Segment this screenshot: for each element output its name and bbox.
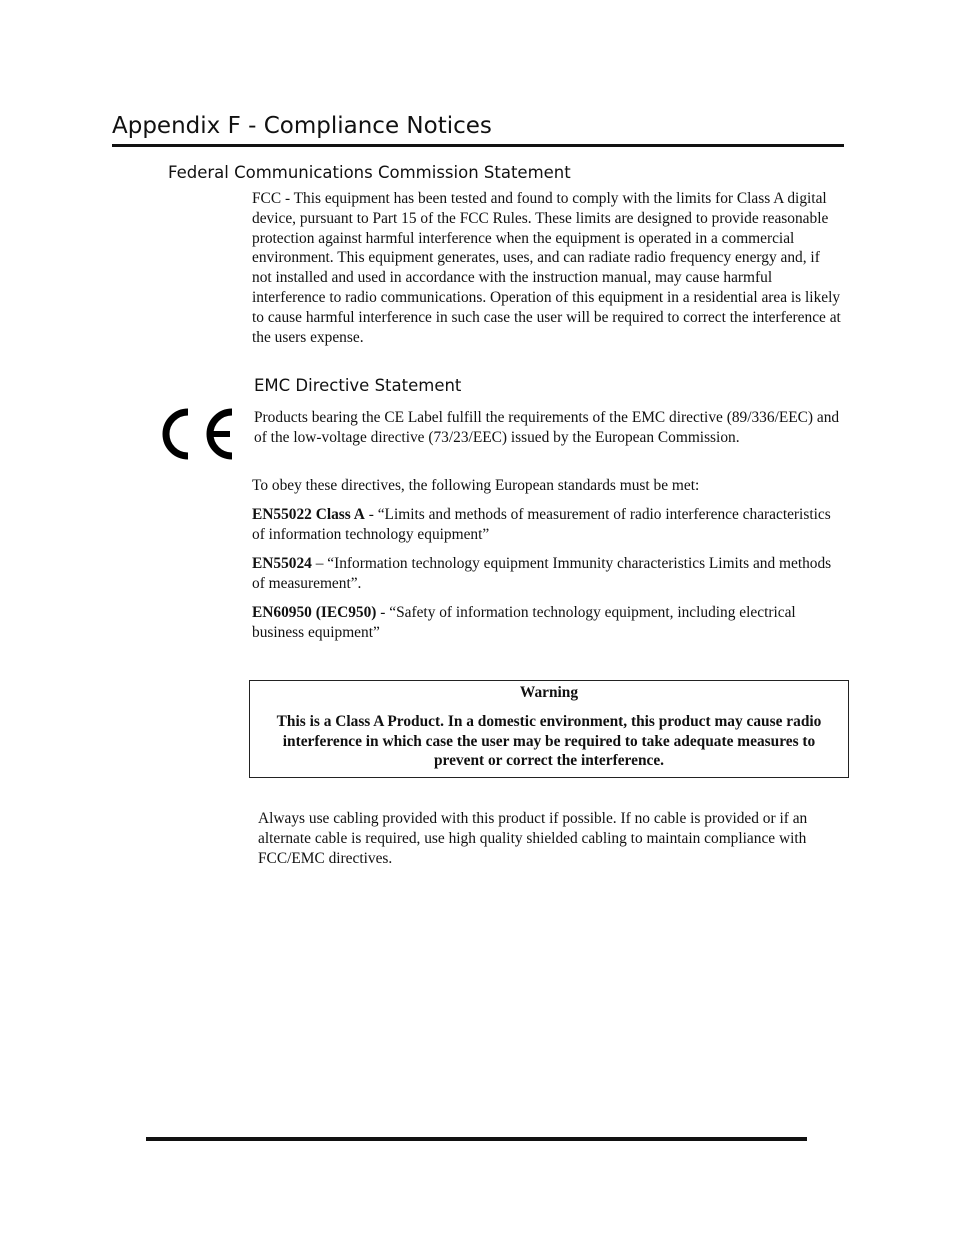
obey-directives-text: To obey these directives, the following European standards must be met: [252,477,700,494]
standard-code: EN55024 [252,555,312,572]
ce-label-text: Products bearing the CE Label fulfill the requirements of the EMC directive (89/336/EEC) and of the low-voltage directive (73/23/EEC) issued by the European Commission. [254,409,840,446]
page-title: Appendix F - Compliance Notices [112,110,844,147]
standard-description: – “Information technology equipment Immunity characteristics Limits and methods of measurement”. [252,555,832,592]
standard-description: - “Safety of information technology equipment, including electrical business equipment” [252,604,796,641]
standard-en55022 [252,505,842,545]
standard-description: - “Limits and methods of measurement of radio interference characteristics of information technology equipment” [252,506,831,543]
ce-mark-icon [148,400,238,468]
warning-box [249,680,849,778]
emc-heading: EMC Directive Statement [254,376,462,395]
warning-message: This is a Class A Product. In a domestic environment, this product may cause radio interference in which case the user may be required to take adequate measures to prevent or correct the interference. [276,712,822,770]
warning-title: Warning [519,684,579,701]
standard-code: EN55022 Class A [252,506,365,523]
standard-en60950 [252,603,842,643]
cabling-note: Always use cabling provided with this product if possible. If no cable is provided or if an alternate cable is required, use high quality shielded cabling to maintain compliance with FCC/EMC directives. [258,810,808,867]
standard-en55024 [252,554,842,594]
fcc-statement: FCC - This equipment has been tested and found to comply with the limits for Class A digital device, pursuant to Part 15 of the FCC Rules. These limits are designed to provide reasonable protection against harmful interference when the equipment is operated in a commercial environment. This equipment generates, uses, and can radiate radio frequency energy and, if not installed and used in accordance with the instruction manual, may cause harmful interference to radio communications. Operation of this equipment in a residential area is likely to cause harmful interference in such case the user will be required to correct the interference at the users expense. [252,190,841,346]
footer-rule [146,1137,807,1141]
fcc-heading: Federal Communications Commission Statement [168,163,571,182]
standard-code: EN60950 (IEC950) [252,604,377,621]
